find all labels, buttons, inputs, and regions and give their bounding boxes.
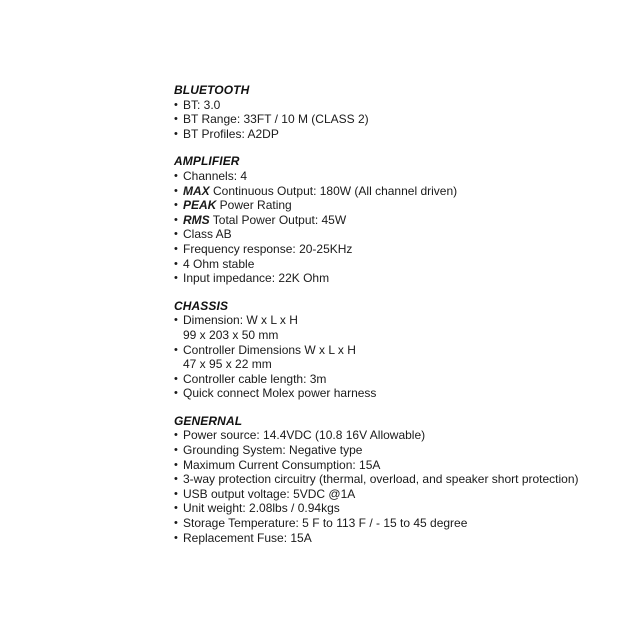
list-item xyxy=(174,313,604,342)
list-item xyxy=(174,198,604,213)
item-text: Class AB xyxy=(183,227,232,242)
item-keyword: RMS xyxy=(183,212,210,227)
bullet-icon: • xyxy=(174,343,178,356)
list-item xyxy=(174,112,604,127)
bullet-icon: • xyxy=(174,531,178,544)
bullet-icon: • xyxy=(174,242,178,255)
item-text: Unit weight: 2.08lbs / 0.94kgs xyxy=(183,501,340,516)
item-text: Input impedance: 22K Ohm xyxy=(183,271,330,286)
item-subtext: 47 x 95 x 22 mm xyxy=(183,357,272,372)
bullet-icon: • xyxy=(174,113,178,126)
list-item xyxy=(174,271,604,286)
bullet-icon: • xyxy=(174,502,178,515)
section-title: BLUETOOTH xyxy=(174,83,250,97)
item-text: Quick connect Molex power harness xyxy=(183,386,377,401)
bullet-icon: • xyxy=(174,199,178,212)
bullet-icon: • xyxy=(174,517,178,530)
section-chassis xyxy=(174,299,604,401)
list-item xyxy=(174,257,604,272)
item-text: Dimension: W x L x H xyxy=(183,313,298,328)
item-text: BT: 3.0 xyxy=(183,97,221,112)
list-item xyxy=(174,227,604,242)
list-item xyxy=(174,472,604,487)
item-text: Frequency response: 20-25KHz xyxy=(183,241,353,256)
list-item xyxy=(174,428,604,443)
item-text: Replacement Fuse: 15A xyxy=(183,530,312,545)
section-title: AMPLIFIER xyxy=(174,154,240,169)
list-item xyxy=(174,386,604,401)
bullet-icon: • xyxy=(174,473,178,486)
item-text: Controller Dimensions W x L x H xyxy=(183,342,356,357)
bullet-icon: • xyxy=(174,184,178,197)
section-bluetooth xyxy=(174,83,604,141)
list-item xyxy=(174,242,604,257)
bullet-icon: • xyxy=(174,458,178,471)
spec-sheet xyxy=(174,83,604,558)
list-item xyxy=(174,458,604,473)
bullet-icon: • xyxy=(174,228,178,241)
bullet-icon: • xyxy=(174,169,178,182)
bullet-icon: • xyxy=(174,257,178,270)
list-item xyxy=(174,343,604,372)
item-text: Continuous Output: 180W (All channel driven) xyxy=(209,183,458,198)
item-text: Total Power Output: 45W xyxy=(209,212,347,227)
section-title: CHASSIS xyxy=(174,298,229,313)
list-item xyxy=(174,213,604,228)
bullet-icon: • xyxy=(174,98,178,111)
item-subtext: 99 x 203 x 50 mm xyxy=(183,327,279,342)
item-text: 4 Ohm stable xyxy=(183,256,255,271)
list-item xyxy=(174,531,604,546)
list-item xyxy=(174,98,604,113)
list-item xyxy=(174,184,604,199)
item-keyword: PEAK xyxy=(183,198,217,213)
item-text: Channels: 4 xyxy=(183,168,248,183)
section-general xyxy=(174,414,604,545)
list-item xyxy=(174,501,604,516)
item-text: BT Profiles: A2DP xyxy=(183,126,279,141)
item-text: BT Range: 33FT / 10 M (CLASS 2) xyxy=(183,112,369,127)
bullet-icon: • xyxy=(174,272,178,285)
item-text: Controller cable length: 3m xyxy=(183,371,327,386)
bullet-icon: • xyxy=(174,372,178,385)
bullet-icon: • xyxy=(174,127,178,140)
section-amplifier xyxy=(174,154,604,285)
section-title: GENERNAL xyxy=(174,413,243,428)
list-item xyxy=(174,516,604,531)
list-item xyxy=(174,127,604,142)
item-text: Storage Temperature: 5 F to 113 F / - 15 to 45 degree xyxy=(183,516,468,531)
list-item xyxy=(174,487,604,502)
bullet-icon: • xyxy=(174,387,178,400)
item-text: Maximum Current Consumption: 15A xyxy=(183,457,381,472)
item-text: Power Rating xyxy=(216,198,292,213)
bullet-icon: • xyxy=(174,429,178,442)
list-item xyxy=(174,372,604,387)
list-item xyxy=(174,443,604,458)
bullet-icon: • xyxy=(174,314,178,327)
bullet-icon: • xyxy=(174,444,178,457)
item-text: 3-way protection circuitry (thermal, overload, and speaker short protection) xyxy=(183,472,579,487)
bullet-icon: • xyxy=(174,213,178,226)
item-text: USB output voltage: 5VDC @1A xyxy=(183,486,356,501)
bullet-icon: • xyxy=(174,487,178,500)
item-text: Grounding System: Negative type xyxy=(183,443,363,458)
item-text: Power source: 14.4VDC (10.8 16V Allowable) xyxy=(183,428,426,443)
list-item xyxy=(174,169,604,184)
item-keyword: MAX xyxy=(183,183,210,198)
